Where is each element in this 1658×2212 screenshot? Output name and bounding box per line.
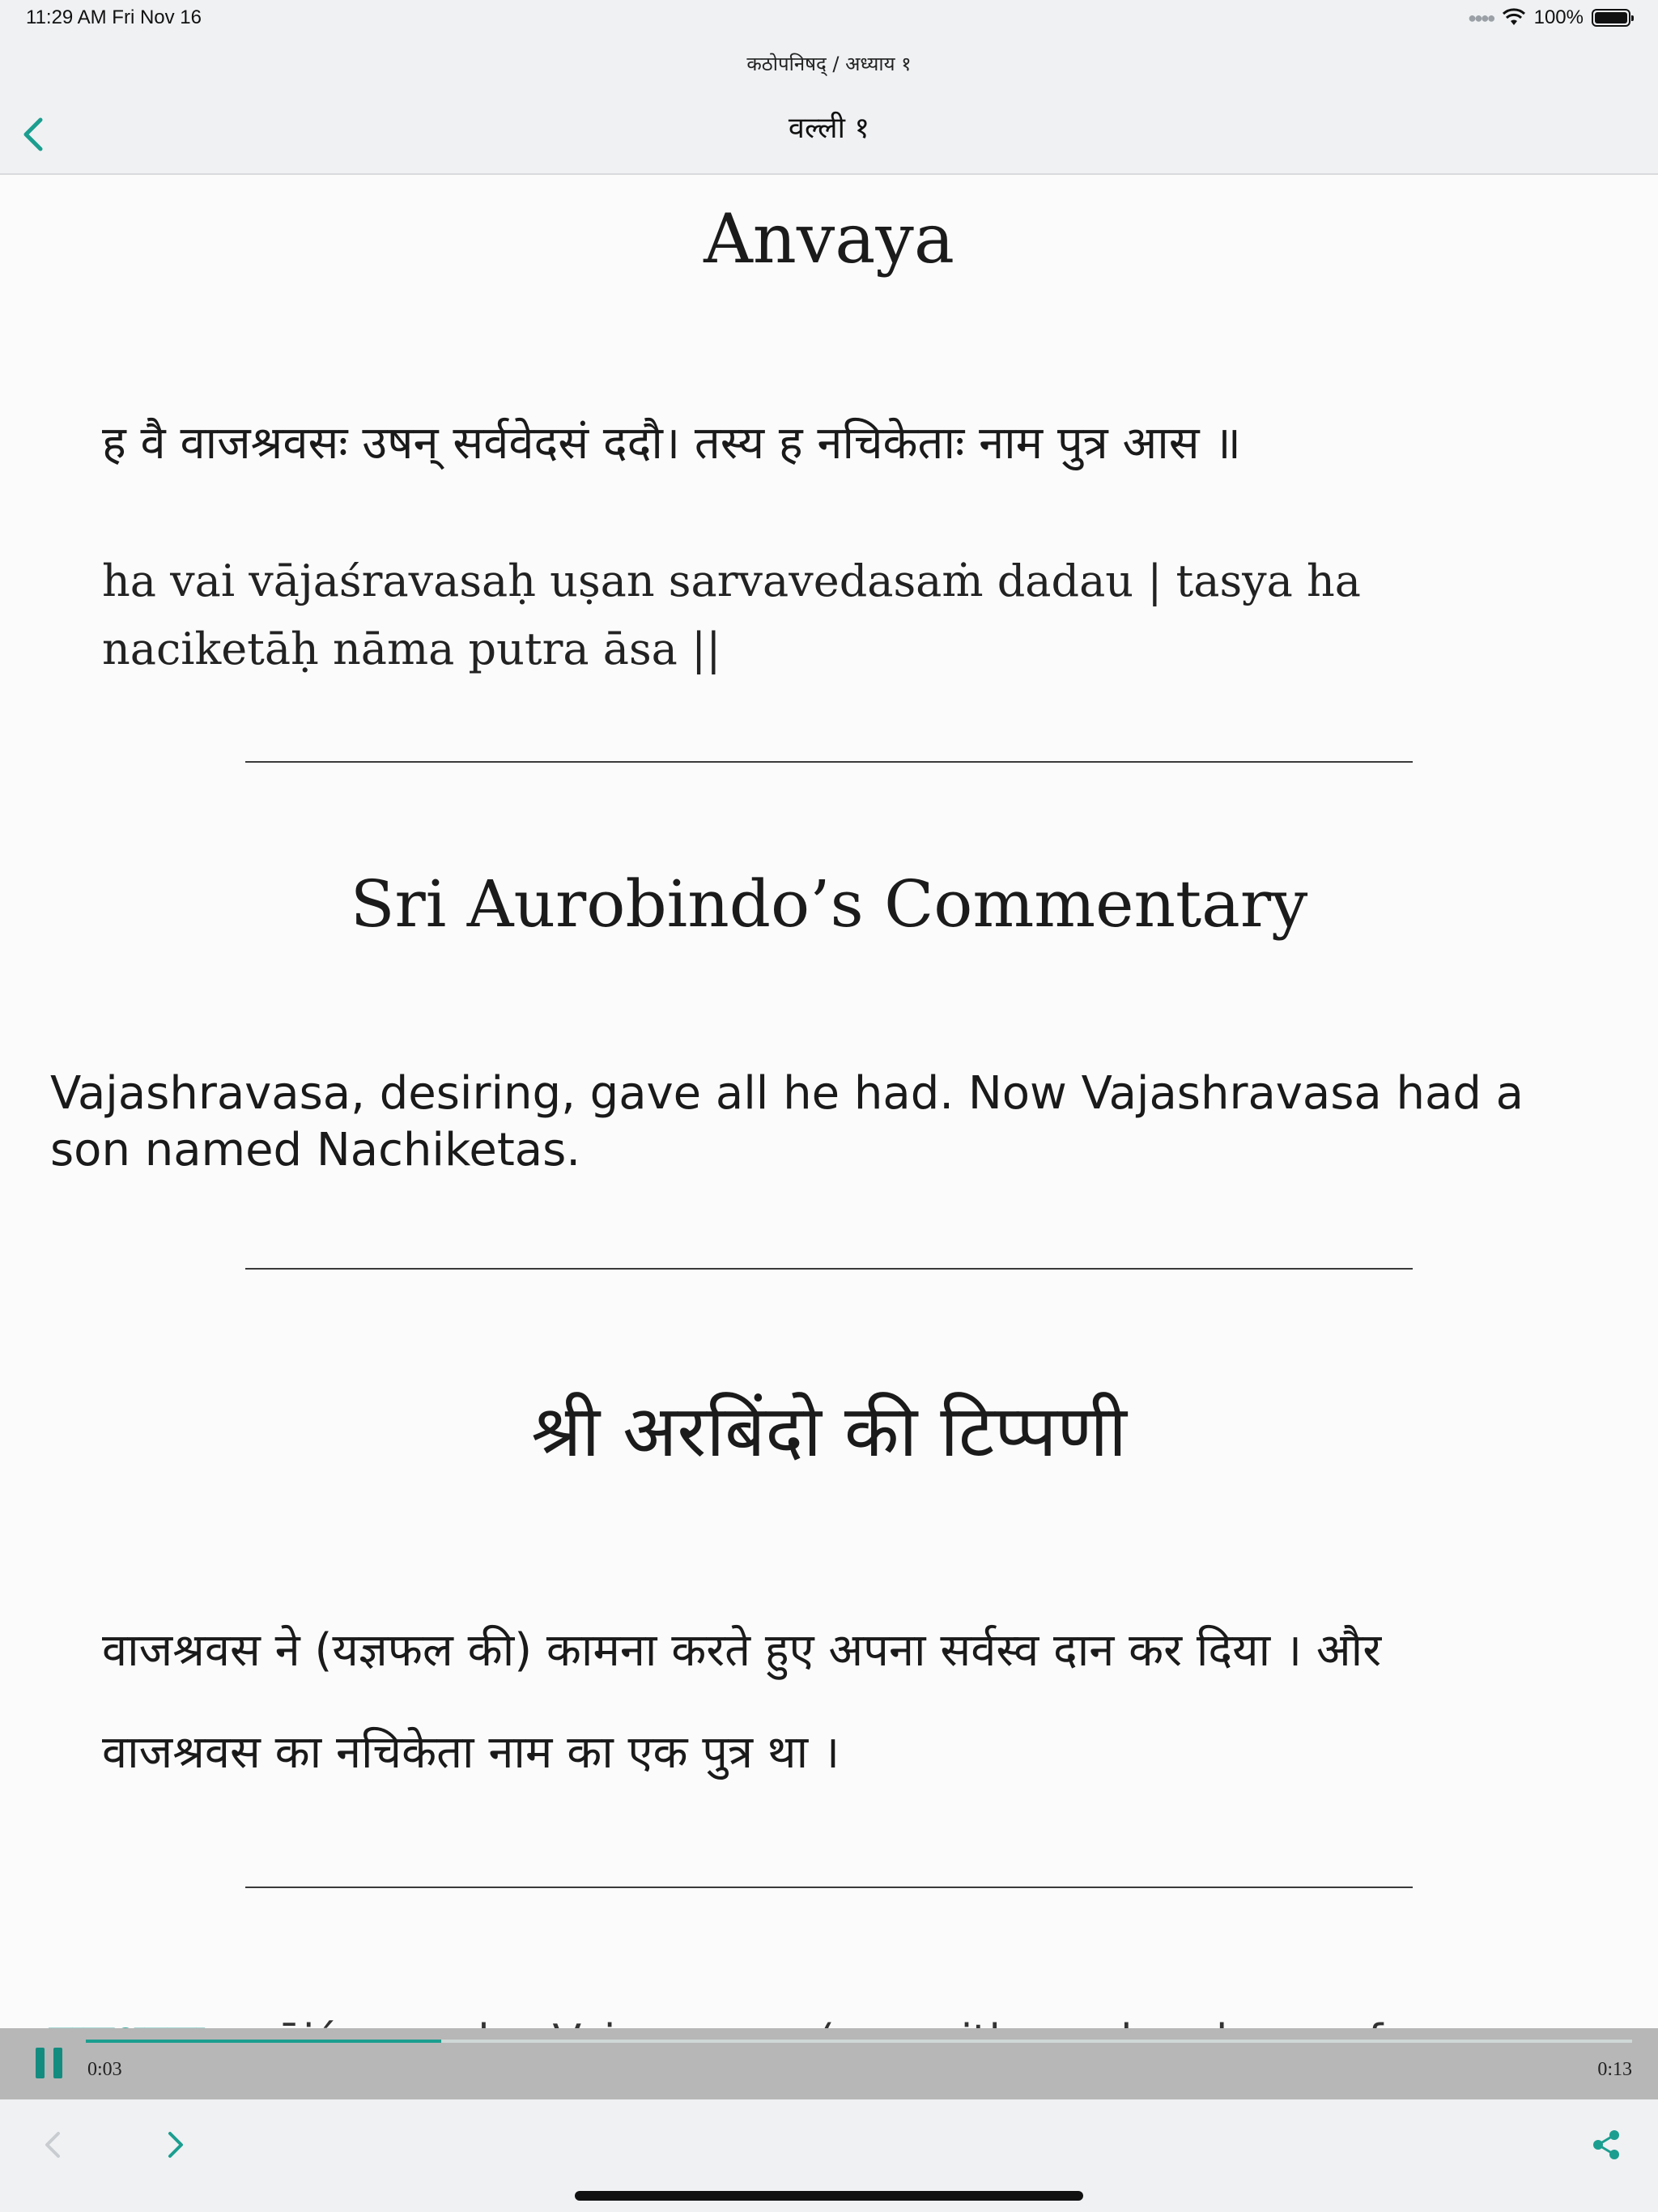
navigation-bar (0, 39, 1658, 175)
commentary-en-heading: Sri Aurobindo’s Commentary (350, 866, 1308, 942)
anvaya-transliteration: ha vai vājaśravasaḥ uṣan sarvavedasaṁ dadau | tasya ha naciketāḥ nāma putra āsa || (102, 555, 1362, 674)
section-divider (245, 761, 1413, 763)
status-bar (0, 0, 1658, 39)
chevron-right-icon (151, 2121, 199, 2169)
pause-icon (36, 2048, 45, 2078)
previous-button[interactable] (29, 2121, 78, 2169)
home-indicator (575, 2191, 1083, 2201)
anvaya-heading: Anvaya (704, 199, 954, 279)
pause-button[interactable] (34, 2048, 66, 2080)
battery-percent: 100% (1533, 6, 1584, 28)
reading-content[interactable] (0, 175, 1658, 2029)
breadcrumb: कठोपनिषद् / अध्याय १ (746, 53, 912, 75)
commentary-hi-heading: श्री अरबिंदो की टिप्पणी (531, 1389, 1127, 1473)
battery-icon (1592, 9, 1630, 27)
current-time: 0:03 (87, 2059, 122, 2080)
anvaya-devanagari: ह वै वाजश्रवसः उषन् सर्ववेदसं ददौ। तस्य ह नचिकेताः नाम पुत्र आस ॥ (102, 417, 1241, 470)
commentary-hi-text: वाजश्रवस ने (यज्ञफल की) कामना करते हुए अपना सर्वस्व दान कर दिया । और वाजश्रवस का नचिकेता नाम का एक पुत्र था । (102, 1624, 1382, 1779)
back-button[interactable] (15, 110, 53, 159)
total-time: 0:13 (1597, 2059, 1632, 2080)
signal-dots-icon: ●●●● (1468, 9, 1494, 26)
progress-track[interactable] (86, 2040, 1632, 2043)
progress-fill (86, 2040, 441, 2043)
status-time: 11:29 AM Fri Nov 16 (26, 6, 202, 28)
status-indicators (1468, 6, 1630, 29)
page-title: वल्ली १ (788, 112, 870, 145)
section-divider (245, 1268, 1413, 1270)
chevron-left-icon (15, 110, 53, 159)
wifi-icon (1502, 9, 1526, 27)
bottom-toolbar (0, 2099, 1658, 2212)
share-button[interactable] (1582, 2121, 1630, 2169)
audio-player (0, 2028, 1658, 2099)
chevron-left-icon (29, 2121, 78, 2169)
share-icon (1582, 2121, 1630, 2169)
section-divider (245, 1887, 1413, 1888)
commentary-en-text: Vajashravasa, desiring, gave all he had. Now Vajashravasa had a son named Nachiketas. (50, 1067, 1524, 1176)
next-button[interactable] (151, 2121, 199, 2169)
